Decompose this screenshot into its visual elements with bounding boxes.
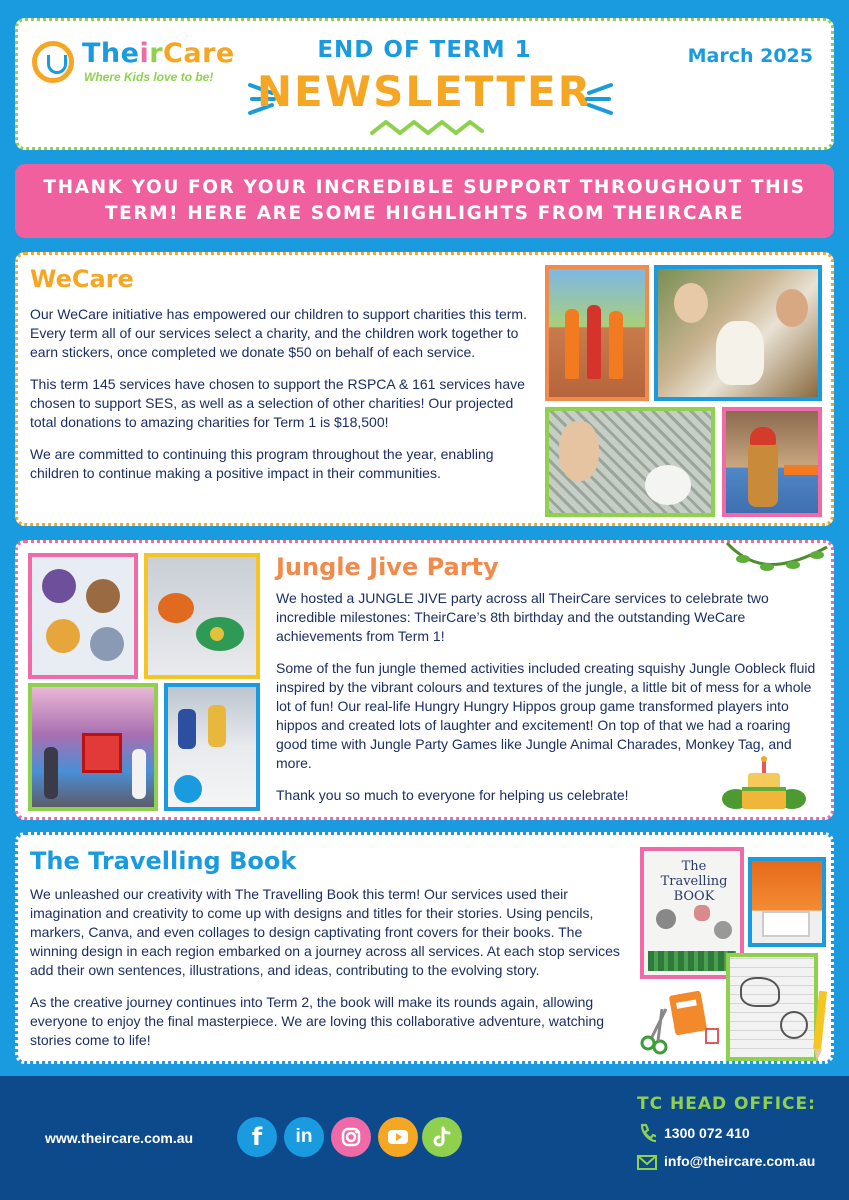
jungle-vine-icon xyxy=(723,537,833,577)
wecare-heading: WeCare xyxy=(30,265,134,293)
newsletter-date: March 2025 xyxy=(687,45,813,67)
jungle-heading: Jungle Jive Party xyxy=(276,553,499,581)
ses-volunteers-photo xyxy=(545,265,649,401)
travelling-book-section xyxy=(15,832,834,1064)
travel-paragraph: We unleashed our creativity with The Travelling Book this term! Our services used their imagination and creativity to come up with designs and titles for their stories. Using pencils, markers, Canva, and even collages to design captivating front covers for their books. The winning design in each region embarked on a journey across all services. At each stop services add their own sentences, illustrations, and ideas, contributing to the evolving story. xyxy=(30,886,620,978)
jungle-jive-section xyxy=(15,540,834,820)
wecare-paragraph: We are committed to continuing this program throughout the year, enabling children to continue making a positive impact in their communities. xyxy=(30,446,494,481)
instagram-icon[interactable] xyxy=(331,1117,371,1157)
girls-with-goat-photo xyxy=(654,265,822,401)
email-icon xyxy=(637,1155,657,1171)
newsletter-title: NEWSLETTER xyxy=(256,67,593,116)
firefighter-costume-photo xyxy=(722,407,822,517)
wecare-paragraph: Our WeCare initiative has empowered our children to support charities this term. Every term all of our services select a charity, and the children work together to earn stickers, once completed we donate $50 on behalf of each service. xyxy=(30,306,527,360)
facebook-icon[interactable]: f xyxy=(237,1117,277,1157)
animal-masks-photo xyxy=(28,553,138,679)
wecare-section xyxy=(15,252,834,526)
logo-tagline: Where Kids love to be! xyxy=(84,70,214,84)
wecare-paragraph: This term 145 services have chosen to support the RSPCA & 161 services have chosen to support SES, as well as a selection of other charities! Our projected total donations to amazing charities for Term 1 is $18,500! xyxy=(30,376,525,430)
pencil-icon xyxy=(812,987,828,1063)
jungle-paragraph: We hosted a JUNGLE JIVE party across all TheirCare services to celebrate two incredible milestones: TheirCare’s 8th birthday and the outstanding WeCare achievements from Term 1! xyxy=(276,590,769,644)
hungry-hippos-game-photo xyxy=(164,683,260,811)
jungle-paragraph: Some of the fun jungle themed activities included creating squishy Jungle Oobleck fluid inspired by the vibrant colours and textures of the jungle, a little bit of mess for a whole lot of fun! Our real-life Hungry Hungry Hippos group game transformed players into hippos and created lots of laughter and excitement! On top of that we had a roaring good time with Jungle Party Games like Jungle Animal Charades, Monkey Tag, and more. xyxy=(276,660,816,771)
newsletter-eyebrow: END OF TERM 1 xyxy=(317,37,532,63)
travel-heading: The Travelling Book xyxy=(30,847,297,875)
story-pages-photo xyxy=(726,953,818,1061)
tiktok-icon[interactable] xyxy=(422,1117,462,1157)
wecare-body xyxy=(30,305,540,496)
banner-line-2: TERM! HERE ARE SOME HIGHLIGHTS FROM THEIRCARE xyxy=(104,203,745,224)
party-dancing-photo xyxy=(28,683,158,811)
linkedin-icon[interactable]: in xyxy=(284,1117,324,1157)
playdough-creatures-photo xyxy=(144,553,260,679)
notebook-scissors-icon xyxy=(638,987,722,1057)
website-link[interactable]: www.theircare.com.au xyxy=(45,1130,194,1146)
banner-line-1: THANK YOU FOR YOUR INCREDIBLE SUPPORT THROUGHOUT THIS xyxy=(43,177,806,198)
phone-icon xyxy=(638,1123,656,1145)
phone-number[interactable]: 1300 072 410 xyxy=(664,1125,750,1141)
travel-paragraph: As the creative journey continues into Term 2, the book will make its rounds again, allowing everyone to enjoy the final masterpiece. We are loving this collaborative adventure, watching stories come to life! xyxy=(30,994,605,1048)
green-squiggle-icon xyxy=(368,117,486,139)
book-cover-text: The Travelling BOOK xyxy=(660,859,728,904)
email-address[interactable]: info@theircare.com.au xyxy=(664,1153,816,1169)
jungle-paragraph: Thank you so much to everyone for helping us celebrate! xyxy=(276,787,629,803)
head-office-heading: TC HEAD OFFICE: xyxy=(637,1094,816,1114)
travel-body xyxy=(30,885,630,1063)
thank-you-banner xyxy=(15,164,834,238)
drawing-activity-photo xyxy=(748,857,826,947)
birthday-cake-icon xyxy=(722,753,806,817)
footer xyxy=(0,1076,849,1200)
youtube-icon[interactable] xyxy=(378,1117,418,1157)
sparkle-right-icon xyxy=(581,79,615,119)
girl-with-chickens-photo xyxy=(545,407,715,517)
theircare-logo-text: TheirCare xyxy=(82,38,235,69)
newsletter-header xyxy=(15,18,834,150)
